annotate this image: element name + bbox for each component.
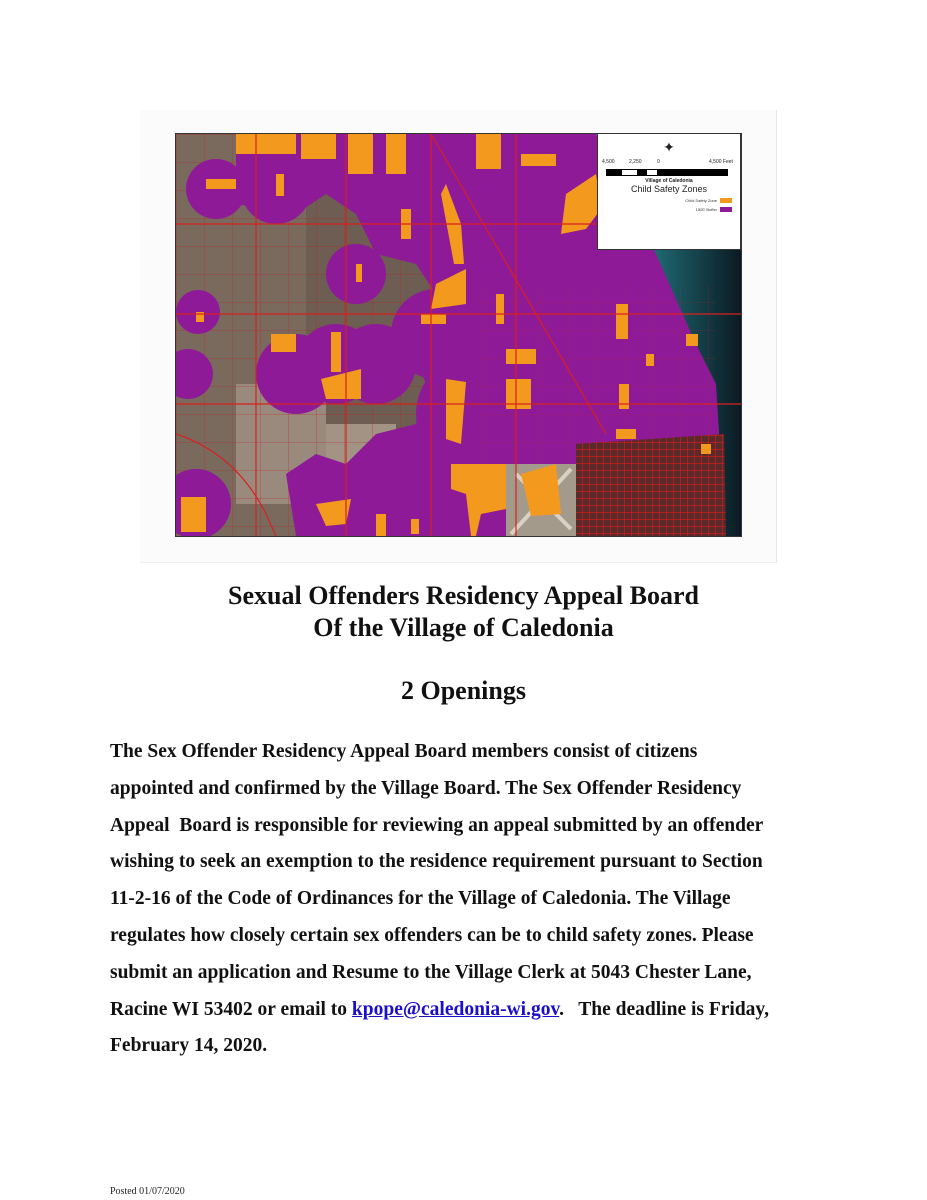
body-line: February 14, 2020. bbox=[110, 1035, 268, 1057]
legend-label: Child Safety Zone bbox=[685, 198, 717, 203]
scale-labels bbox=[602, 159, 736, 167]
body-line: 11-2-16 of the Code of Ordinances for the Village of Caledonia. The Village bbox=[110, 888, 731, 910]
north-arrow-icon: ✦ bbox=[663, 139, 675, 155]
body-line: The Sex Offender Residency Appeal Board members consist of citizens bbox=[110, 741, 698, 762]
contact-suffix: . The deadline is Friday, bbox=[559, 998, 769, 1020]
document-title-line-1: Sexual Offenders Residency Appeal Board bbox=[228, 581, 699, 610]
orange-swatch-icon bbox=[720, 198, 732, 203]
scale-bar bbox=[606, 169, 728, 176]
scale-label: 2,250 bbox=[629, 159, 642, 165]
body-line: regulates how closely certain sex offenders can be to child safety zones. Please bbox=[110, 924, 754, 946]
document-title-line-2: Of the Village of Caledonia bbox=[313, 613, 614, 642]
posted-date: Posted 01/07/2020 bbox=[110, 1186, 185, 1197]
scale-label: 4,500 bbox=[602, 159, 615, 165]
legend-label: 1500' Buffer bbox=[695, 207, 717, 212]
body-line: submit an application and Resume to the Village Clerk at 5043 Chester Lane, bbox=[110, 961, 752, 983]
email-link[interactable]: kpope@caledonia-wi.gov bbox=[351, 998, 560, 1020]
openings-heading: 2 Openings bbox=[401, 676, 526, 705]
purple-swatch-icon bbox=[720, 207, 732, 212]
legend-organization: Village of Caledonia bbox=[645, 178, 693, 184]
contact-prefix: Racine WI 53402 or email to bbox=[110, 998, 352, 1020]
scale-label: 4,500 Feet bbox=[709, 159, 733, 165]
body-paragraph bbox=[110, 734, 850, 1065]
body-line: wishing to seek an exemption to the residence requirement pursuant to Section bbox=[110, 851, 763, 873]
contact-line bbox=[110, 992, 850, 1029]
body-line: Appeal Board is responsible for reviewing an appeal submitted by an offender bbox=[110, 814, 764, 836]
body-line: appointed and confirmed by the Village Board. The Sex Offender Residency bbox=[110, 777, 742, 799]
legend-item-buffer bbox=[696, 207, 732, 212]
legend-item-child-safety-zone bbox=[685, 198, 732, 203]
legend-title: Child Safety Zones bbox=[630, 184, 708, 194]
scale-label: 0 bbox=[657, 159, 660, 165]
map-legend bbox=[597, 133, 741, 250]
